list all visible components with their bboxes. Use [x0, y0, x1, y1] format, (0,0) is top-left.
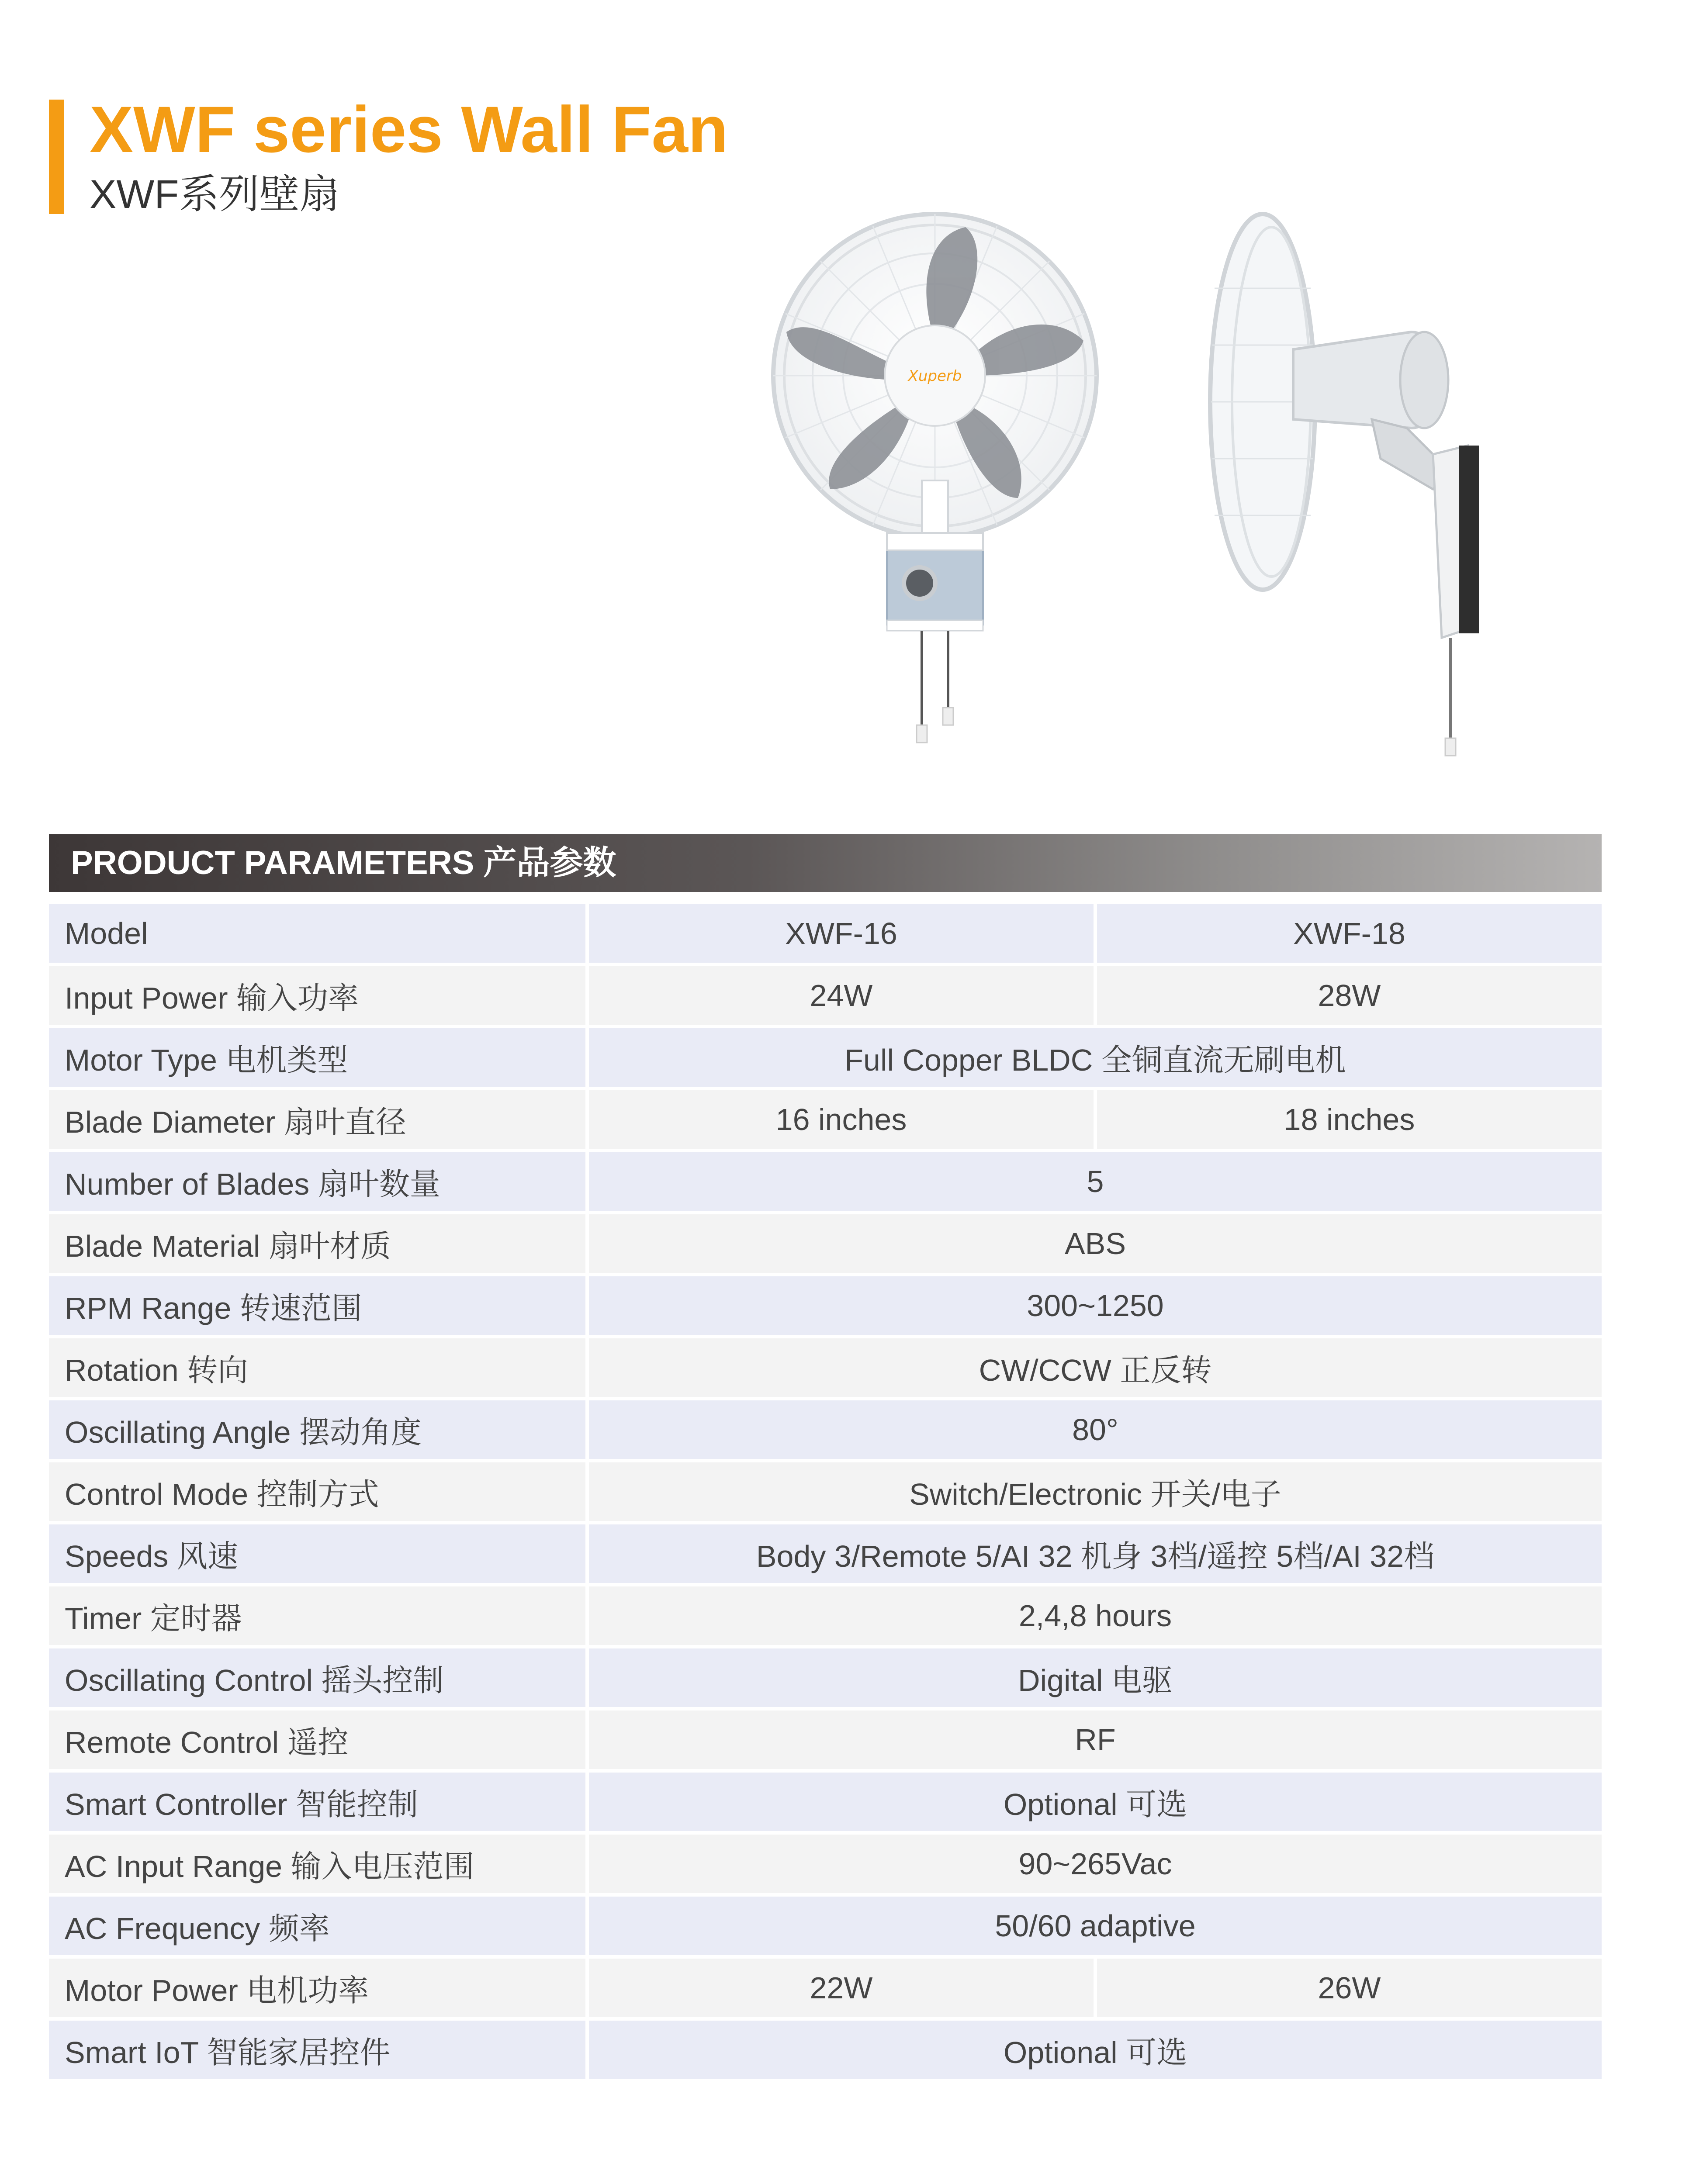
table-row: [49, 1214, 1602, 1273]
parameter-label: Motor Power 电机功率: [49, 1959, 585, 2017]
parameter-label: RPM Range 转速范围: [49, 1276, 585, 1335]
page-title: XWF series Wall Fan: [90, 93, 728, 166]
parameter-value: 28W: [1094, 966, 1602, 1025]
parameter-value: Full Copper BLDC 全铜直流无刷电机: [585, 1028, 1602, 1087]
table-row: [49, 1462, 1602, 1521]
parameter-label: Blade Diameter 扇叶直径: [49, 1090, 585, 1149]
parameter-label: Motor Type 电机类型: [49, 1028, 585, 1087]
table-row: [49, 1400, 1602, 1459]
wall-fan-side-view-icon: [1206, 201, 1503, 769]
table-row: [49, 1586, 1602, 1645]
parameter-label: Smart IoT 智能家居控件: [49, 2021, 585, 2079]
title-accent-bar: [49, 100, 64, 214]
table-row: [49, 1897, 1602, 1955]
parameter-value: 80°: [585, 1400, 1602, 1459]
parameter-value: 24W: [585, 966, 1094, 1025]
parameter-label: Speeds 风速: [49, 1524, 585, 1583]
table-row: [49, 966, 1602, 1025]
parameter-label: Control Mode 控制方式: [49, 1462, 585, 1521]
parameter-label: Blade Material 扇叶材质: [49, 1214, 585, 1273]
parameter-value: CW/CCW 正反转: [585, 1338, 1602, 1397]
product-parameters-table: [49, 901, 1602, 2083]
parameter-value: 22W: [585, 1959, 1094, 2017]
parameter-value: 18 inches: [1094, 1090, 1602, 1149]
parameter-value: RF: [585, 1711, 1602, 1769]
parameter-value: 300~1250: [585, 1276, 1602, 1335]
table-row: [49, 1524, 1602, 1583]
parameter-value: 26W: [1094, 1959, 1602, 2017]
parameter-label: Model: [49, 904, 585, 963]
parameter-value: 2,4,8 hours: [585, 1586, 1602, 1645]
parameter-label: Rotation 转向: [49, 1338, 585, 1397]
parameter-label: Remote Control 遥控: [49, 1711, 585, 1769]
table-row: [49, 2021, 1602, 2079]
parameter-value: Body 3/Remote 5/AI 32 机身 3档/遥控 5档/AI 32档: [585, 1524, 1602, 1583]
parameter-label: AC Frequency 频率: [49, 1897, 585, 1955]
table-row: [49, 1028, 1602, 1087]
parameter-value: 16 inches: [585, 1090, 1094, 1149]
parameter-value: XWF-18: [1094, 904, 1602, 963]
wall-fan-front-view-icon: [760, 210, 1110, 751]
parameter-label: Input Power 输入功率: [49, 966, 585, 1025]
table-row: [49, 1773, 1602, 1831]
table-row: [49, 1835, 1602, 1893]
parameter-value: 50/60 adaptive: [585, 1897, 1602, 1955]
parameter-value: Digital 电驱: [585, 1648, 1602, 1707]
table-row: [49, 1711, 1602, 1769]
parameter-value: Switch/Electronic 开关/电子: [585, 1462, 1602, 1521]
parameter-label: Oscillating Control 摇头控制: [49, 1648, 585, 1707]
table-row: [49, 1276, 1602, 1335]
parameter-label: Smart Controller 智能控制: [49, 1773, 585, 1831]
table-row: [49, 1959, 1602, 2017]
parameter-value: 90~265Vac: [585, 1835, 1602, 1893]
page-subtitle: XWF系列壁扇: [90, 172, 340, 217]
parameter-label: Timer 定时器: [49, 1586, 585, 1645]
table-row: [49, 1152, 1602, 1211]
parameter-value: XWF-16: [585, 904, 1094, 963]
parameter-value: Optional 可选: [585, 2021, 1602, 2079]
parameter-value: ABS: [585, 1214, 1602, 1273]
table-row: [49, 1338, 1602, 1397]
parameter-label: Number of Blades 扇叶数量: [49, 1152, 585, 1211]
table-row: [49, 1090, 1602, 1149]
product-parameters-header: PRODUCT PARAMETERS 产品参数: [49, 834, 1602, 892]
table-row: [49, 904, 1602, 963]
parameter-value: Optional 可选: [585, 1773, 1602, 1831]
parameter-label: AC Input Range 输入电压范围: [49, 1835, 585, 1893]
parameter-value: 5: [585, 1152, 1602, 1211]
fan-logo: Xuperb: [908, 367, 962, 385]
table-row: [49, 1648, 1602, 1707]
parameter-label: Oscillating Angle 摆动角度: [49, 1400, 585, 1459]
